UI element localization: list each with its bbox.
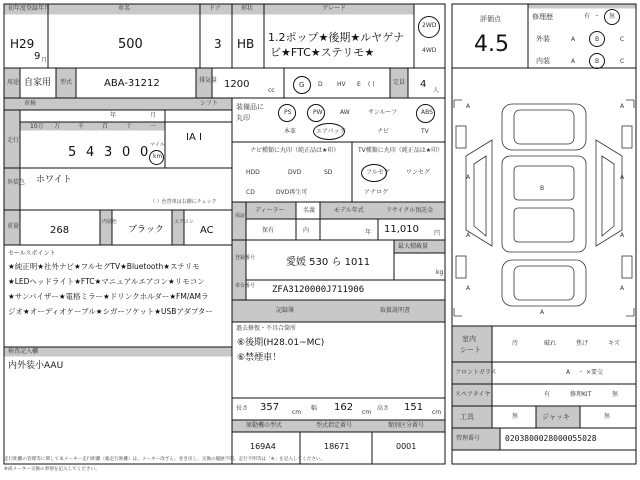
spare-no: 無 xyxy=(612,391,619,398)
tv-fullseg: フルセグ xyxy=(366,169,390,176)
record-item: ⑥後期(H28.01~MC) xyxy=(237,338,325,348)
interior-b: B xyxy=(595,58,600,65)
record-book-label: 記録簿 xyxy=(276,307,295,314)
model-year-value: 年 xyxy=(365,229,372,236)
color-change-note: （ ）色替車は右側にチェック xyxy=(150,199,217,205)
category-label: 類別区分番号 xyxy=(388,422,425,429)
diagram-marker: A xyxy=(466,103,471,110)
capacity-value: 4 xyxy=(420,79,427,90)
certification-label: 型式指定番号 xyxy=(316,422,353,429)
digit-header: 一 xyxy=(150,123,157,130)
exterior-b: B xyxy=(595,36,600,43)
inspection-label: 車検 xyxy=(24,100,37,107)
tools-value: 無 xyxy=(512,413,519,420)
first-reg-label: 初年度登録年月 xyxy=(8,5,51,12)
footer-note-2: ※尚メーター交換の事情を記入してください。 xyxy=(4,467,100,472)
mileage-digit: 5 xyxy=(68,145,77,160)
manual-label: 取扱説明書 xyxy=(380,307,411,314)
grade-label: グレード xyxy=(322,5,347,12)
interior-color-value: ブラック xyxy=(128,225,164,235)
diagram-marker: A xyxy=(466,232,471,239)
fuel-other: ( ) xyxy=(368,81,375,88)
width-unit: cm xyxy=(362,409,372,416)
dealer-value-2: 内 xyxy=(303,227,310,234)
plate-value: 愛媛 530 ら 1011 xyxy=(286,257,371,268)
engine-label: 原動機の型式 xyxy=(246,422,283,429)
first-reg-month-value: 9 xyxy=(34,51,41,62)
color-label: 外装色 xyxy=(7,179,26,186)
diagram-marker: A xyxy=(466,174,471,181)
color-value: ホワイト xyxy=(36,175,72,185)
interior-a: A xyxy=(571,58,576,65)
equipment-title-2: 丸印 xyxy=(236,114,250,122)
plate-label: 登録番号 xyxy=(235,255,256,261)
car-name-label: 車名 xyxy=(118,5,131,12)
engine-value: 169A4 xyxy=(250,442,276,451)
fuel-g-circle xyxy=(293,76,311,94)
ac-value: AC xyxy=(200,225,214,236)
evaluation-label: 評価点 xyxy=(480,15,501,23)
car-damage-diagram xyxy=(452,96,636,322)
seat-label-2: シート xyxy=(460,346,481,354)
height-label: 高さ xyxy=(377,405,390,412)
shape-label: 形状 xyxy=(241,5,254,12)
length-label: 長さ xyxy=(236,405,249,412)
shape-value: HB xyxy=(237,37,255,51)
repair-label: 修理歴 xyxy=(532,13,553,21)
jack-value: 無 xyxy=(604,413,611,420)
diagram-marker: B xyxy=(540,185,545,192)
equip-navi: ナビ xyxy=(377,128,390,135)
equip-pw-circle xyxy=(307,104,325,122)
equip-leather: 本革 xyxy=(284,128,297,135)
chassis-label: 車台番号 xyxy=(235,283,256,289)
seat-item: キズ xyxy=(608,340,620,347)
mileage-digit: 0 xyxy=(140,145,149,160)
width-label: 幅 xyxy=(311,405,318,412)
equipment-title: 装備品に xyxy=(236,103,264,111)
shift-value: IA I xyxy=(186,132,202,143)
recycle-fee-value: 11,010 xyxy=(384,224,419,235)
first-reg-era: H29 xyxy=(10,37,35,51)
repair-yes: 有 xyxy=(584,13,591,20)
fuel-hv: HV xyxy=(337,81,346,88)
length-value: 357 xyxy=(260,402,280,413)
dealer-label: ディーラー xyxy=(255,207,285,214)
control-value: 0203800028000055028 xyxy=(505,434,597,443)
cc-unit: cc xyxy=(268,87,275,94)
model-year-label: モデル年式 xyxy=(334,207,364,214)
running-label: 走行 xyxy=(7,137,20,144)
recycle-yen: 円 xyxy=(434,230,441,237)
mileage-digit: 0 xyxy=(122,145,131,160)
displacement-label: 排気量 xyxy=(199,77,218,84)
category-value: 0001 xyxy=(396,442,417,451)
displacement-value: 1200 xyxy=(224,79,250,90)
grade-line-2: ビ★FTC★ステリモ★ xyxy=(270,46,375,59)
equip-aw: AW xyxy=(340,109,350,116)
fuel-g: G xyxy=(299,81,305,89)
certification-value: 18671 xyxy=(324,442,350,451)
grade-line-1: 1.2ポップ★後期★ルヤゲナ xyxy=(268,31,405,44)
drive-2wd: 2WD xyxy=(422,22,437,29)
weight-value: 268 xyxy=(50,225,70,236)
ownership-label: 名義 xyxy=(303,207,316,214)
tv-analog: アナログ xyxy=(364,189,389,196)
equip-pw: PW xyxy=(313,109,323,116)
exterior-c: C xyxy=(620,36,625,43)
sales-points-label: セールスポイント xyxy=(8,250,56,257)
notes-value: 内外装小AAU xyxy=(8,361,64,371)
miles-label: マイル xyxy=(150,142,165,148)
chassis-value: ZFA3120000J711906 xyxy=(272,285,365,295)
load-unit: kg xyxy=(436,269,444,276)
spare-kit: 修理KIT xyxy=(570,391,592,398)
history-label: 保証 xyxy=(235,213,246,219)
equip-sunroof: サンルーフ xyxy=(368,109,398,116)
interior-b-circle xyxy=(589,53,605,69)
glass-dot: ・ xyxy=(578,369,585,376)
model-value: ABA-31212 xyxy=(104,78,160,89)
car-name: 500 xyxy=(118,37,143,52)
height-unit: cm xyxy=(432,409,442,416)
tv-oneseg: ワンセグ xyxy=(406,169,431,176)
digit-header: 千 xyxy=(78,123,85,130)
seat-item: 破れ xyxy=(544,340,557,347)
evaluation-score: 4.5 xyxy=(474,32,509,57)
navi-hdd: HDD xyxy=(246,169,260,176)
sales-point-line: ★サンバイザー★電格ミラー★ドリンクホルダー★FM/AMラ xyxy=(8,292,209,301)
mileage-digit: 4 xyxy=(86,145,95,160)
inspection-month: 月 xyxy=(150,112,157,119)
digit-header: 万 xyxy=(54,123,61,130)
exterior-a: A xyxy=(571,36,576,43)
digit-header: 十 xyxy=(126,123,133,130)
doors-label: ドア xyxy=(209,5,221,12)
usage-value: 自家用 xyxy=(24,78,52,88)
diagram-marker: A xyxy=(620,285,625,292)
notes-label: 検査記入欄 xyxy=(8,348,39,355)
seat-label: 室内 xyxy=(462,335,476,343)
repair-no-circle xyxy=(604,9,620,25)
model-label: 型式 xyxy=(60,79,73,86)
interior-label: 内装 xyxy=(536,57,550,65)
repair-history-title: 過去修復・不具合箇所 xyxy=(236,325,297,332)
spare-yes: 有 xyxy=(544,391,551,398)
digit-header: 百 xyxy=(102,123,109,130)
navi-dvd-play: DVD再生可 xyxy=(276,189,308,196)
mileage-digit: 3 xyxy=(104,145,113,160)
diagram-marker: A xyxy=(540,309,545,316)
jack-label: ジャッキ xyxy=(542,413,570,421)
load-label: 最大積載量 xyxy=(398,243,429,250)
diagram-marker: A xyxy=(620,174,625,181)
recycle-fee-label: リサイクル預託金 xyxy=(386,207,434,214)
ac-label: エアコン xyxy=(174,219,194,225)
digit-header: 10万 xyxy=(30,123,44,130)
navi-dvd: DVD xyxy=(288,169,302,176)
navi-cd: CD xyxy=(246,189,255,196)
glass-a: A xyxy=(566,369,571,376)
fuel-d: D xyxy=(318,81,323,88)
interior-color-label: 内装色 xyxy=(102,219,118,225)
km-unit: km xyxy=(153,153,163,160)
repair-no: 無 xyxy=(609,13,616,20)
glass-replace: ×要交 xyxy=(586,369,604,376)
height-value: 151 xyxy=(404,402,424,413)
equip-abs: ABS xyxy=(421,109,433,116)
doors-value: 3 xyxy=(214,37,222,51)
control-label: 管理番号 xyxy=(456,435,481,442)
interior-c: C xyxy=(620,58,625,65)
width-value: 162 xyxy=(334,402,354,413)
glass-label: フロントガラス xyxy=(455,369,497,376)
equip-airbag-circle xyxy=(313,123,345,140)
diagram-marker: A xyxy=(620,232,625,239)
inspection-year: 年 xyxy=(110,112,117,119)
exterior-b-circle xyxy=(589,31,605,47)
first-reg-month-label: 月 xyxy=(41,57,48,64)
sales-point-line: ★純正明★社外ナビ★フルセグTV★Bluetooth★ステリモ xyxy=(8,262,200,271)
drive-4wd: 4WD xyxy=(422,47,437,54)
record-item: ⑥禁煙車！ xyxy=(237,353,282,363)
dealer-value-1: 保有 xyxy=(262,227,275,234)
sales-point-line: ★LEDヘッドライト★FTC★マニュアルエアコン★リモコン xyxy=(8,277,205,286)
seat-item: 汚 xyxy=(512,340,519,347)
km-circle xyxy=(149,150,164,165)
tools-label: 工具 xyxy=(460,413,474,421)
length-unit: cm xyxy=(292,409,302,416)
navi-title: ナビ種類に丸印（純正品は★印） xyxy=(250,147,340,154)
spare-label: スペアタイヤ xyxy=(455,391,491,398)
capacity-unit: 人 xyxy=(433,87,440,94)
footer-note: 走行距離の管理等に関して本メーター走行距離（総走行距離）は、メーター改ざん、巻き戻し、交換の履歴不明、走行不明等は「※」を記入してください。 xyxy=(4,457,326,462)
seat-item: 焦げ xyxy=(576,340,589,347)
tv-title: TV種類に丸印（純正品は★印） xyxy=(358,147,444,154)
equip-abs-circle xyxy=(416,104,435,123)
equip-ps: PS xyxy=(284,109,292,116)
capacity-label: 定員 xyxy=(393,79,406,86)
usage-label: 用途 xyxy=(7,79,20,86)
sales-point-line: ジオ★オーディオケーブル★シガーソケット★USBアダプター xyxy=(8,307,213,316)
diagram-marker: A xyxy=(466,285,471,292)
equip-airbag: エアバッグ xyxy=(316,128,346,135)
equip-ps-circle xyxy=(278,104,296,122)
repair-dot: ・ xyxy=(594,13,601,20)
diagram-marker: A xyxy=(620,103,625,110)
weight-label: 重量 xyxy=(7,223,20,230)
shift-label: シフト xyxy=(200,100,219,107)
exterior-label: 外装 xyxy=(536,35,550,43)
navi-sd: SD xyxy=(324,169,333,176)
equip-tv: TV xyxy=(421,128,429,135)
fuel-e: E xyxy=(357,81,361,88)
tv-fullseg-circle xyxy=(361,164,387,182)
